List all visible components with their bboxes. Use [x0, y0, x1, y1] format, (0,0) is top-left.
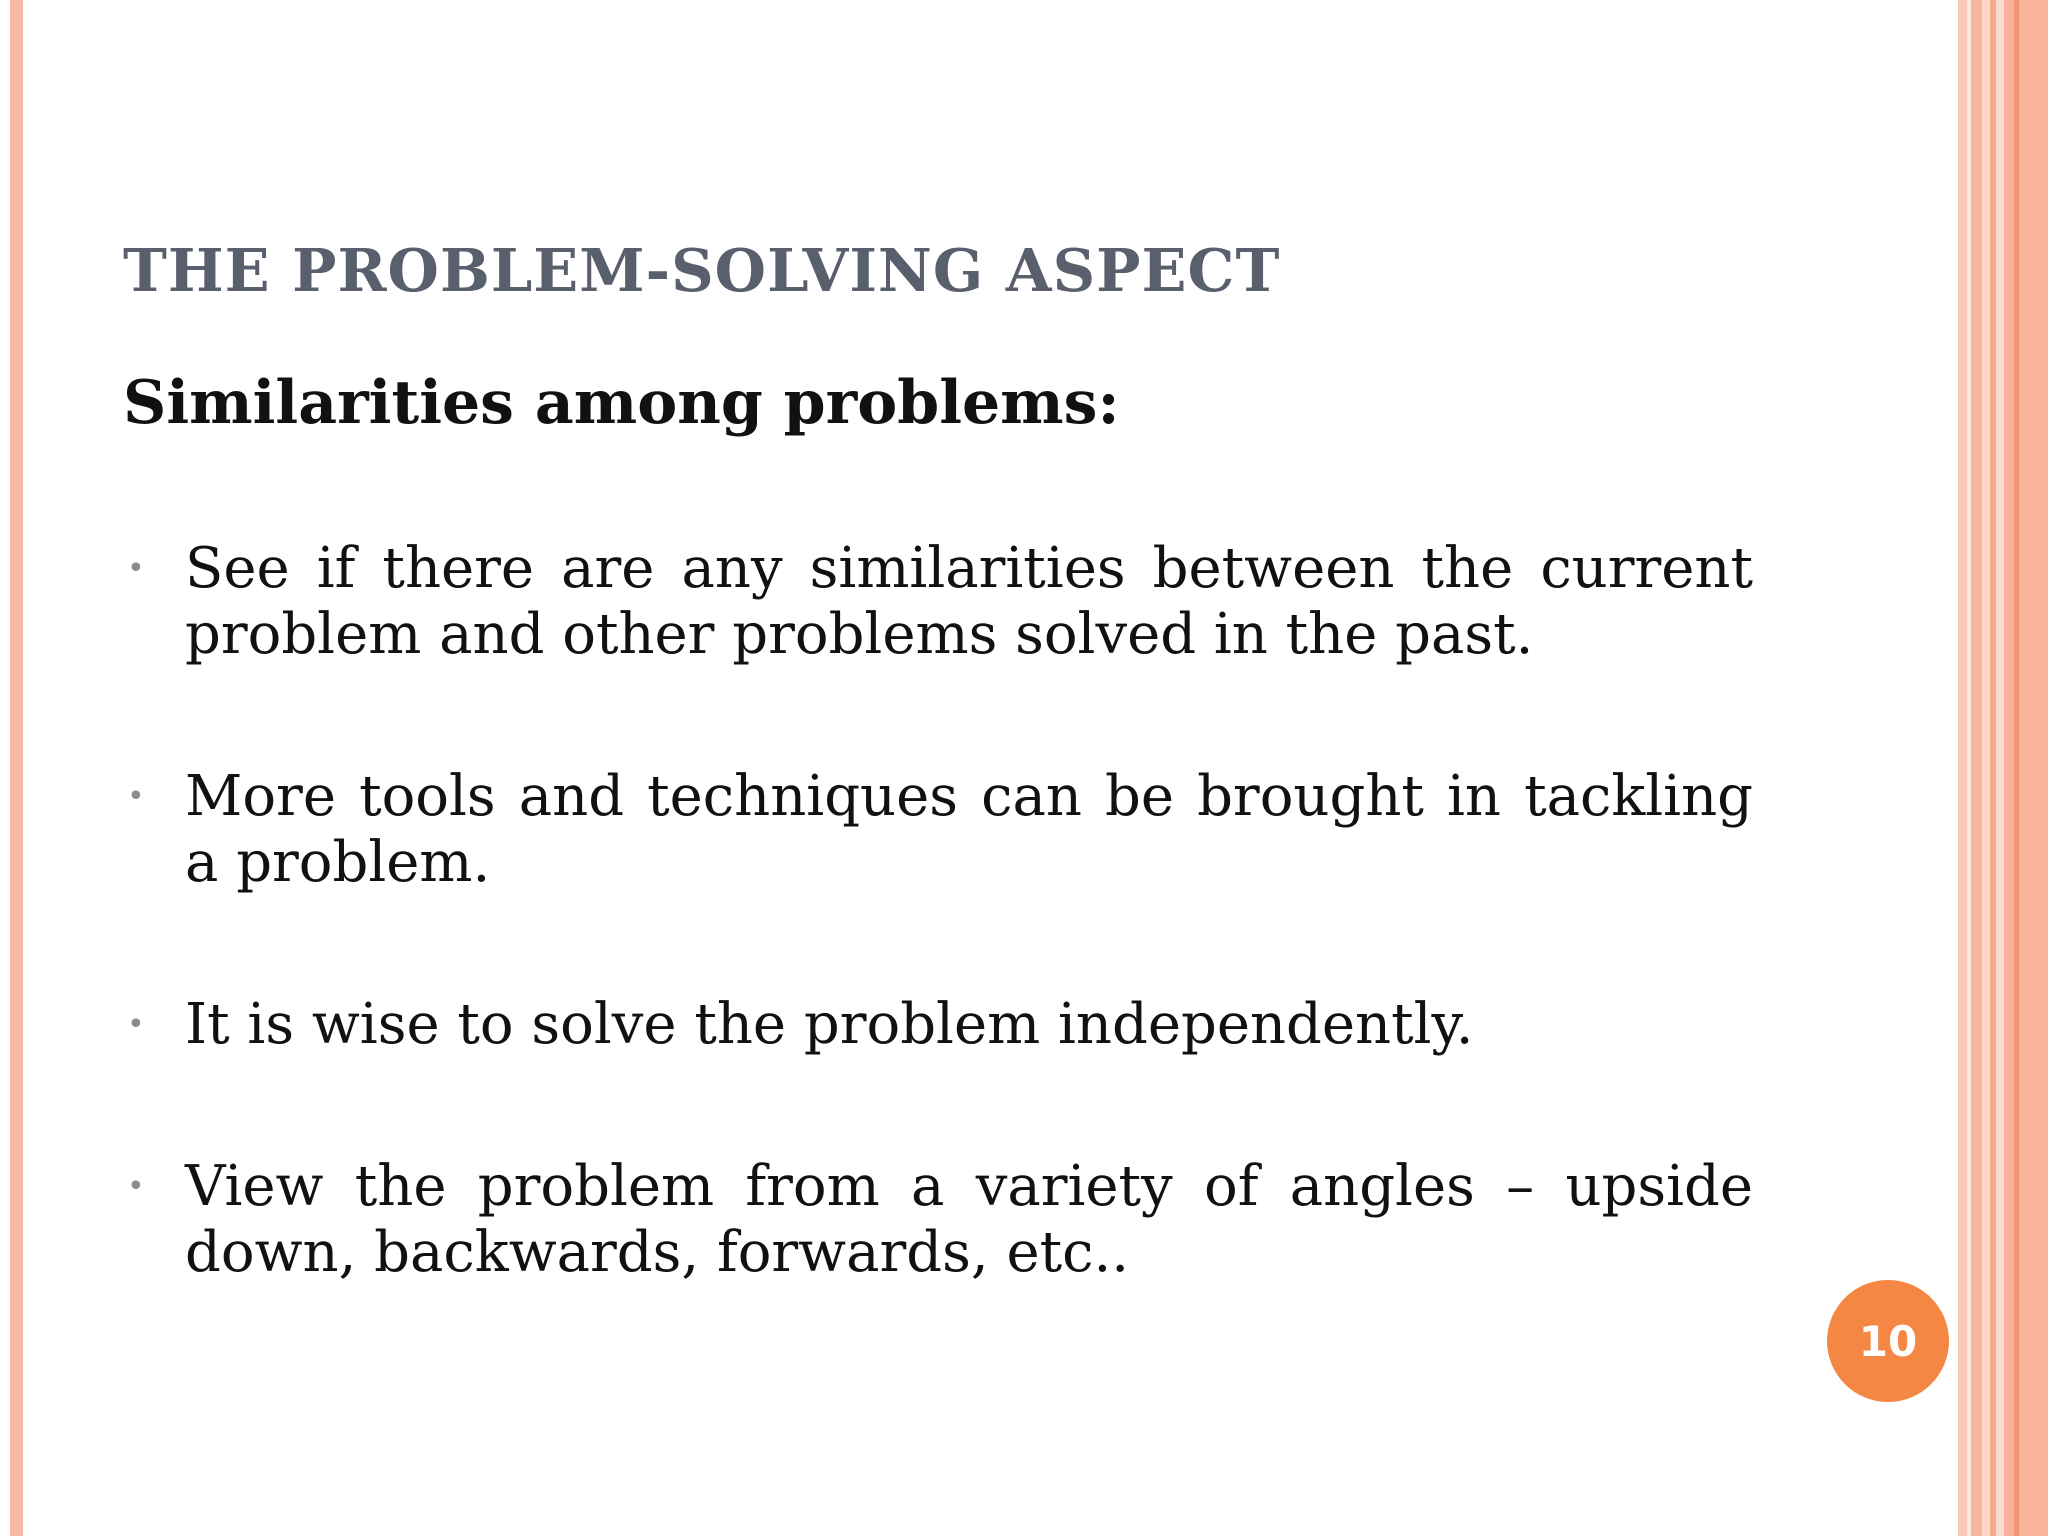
right-border-stripe	[2004, 0, 2048, 1536]
right-border-stripe	[1971, 0, 1982, 1536]
bullet-icon: •	[127, 1007, 145, 1042]
slide-subtitle: Similarities among problems:	[123, 368, 1120, 438]
right-border-stripe	[2014, 0, 2019, 1536]
bullet-icon: •	[127, 551, 145, 586]
right-border-stripe	[1982, 0, 1990, 1536]
bullet-item	[123, 764, 1753, 896]
bullet-icon: •	[127, 779, 145, 814]
bullet-list	[123, 536, 1753, 1382]
bullet-text: More tools and techniques can be brought in tackling a problem.	[185, 764, 1753, 895]
bullet-text: See if there are any similarities between the current problem and other problems solved in the past.	[185, 536, 1753, 667]
slide-title: THE PROBLEM-SOLVING ASPECT	[123, 236, 1281, 305]
page-number: 10	[1858, 1316, 1918, 1366]
bullet-item	[123, 992, 1753, 1058]
right-border-stripe	[1958, 0, 1967, 1536]
page-number-badge	[1827, 1280, 1949, 1402]
bullet-text: It is wise to solve the problem independently.	[185, 992, 1474, 1057]
bullet-item	[123, 536, 1753, 668]
bullet-icon: •	[127, 1169, 145, 1204]
bullet-text: View the problem from a variety of angles – upside down, backwards, forwards, etc..	[185, 1154, 1753, 1285]
left-border-stripe	[10, 0, 23, 1536]
bullet-item	[123, 1154, 1753, 1286]
right-border-stripe	[1996, 0, 2004, 1536]
